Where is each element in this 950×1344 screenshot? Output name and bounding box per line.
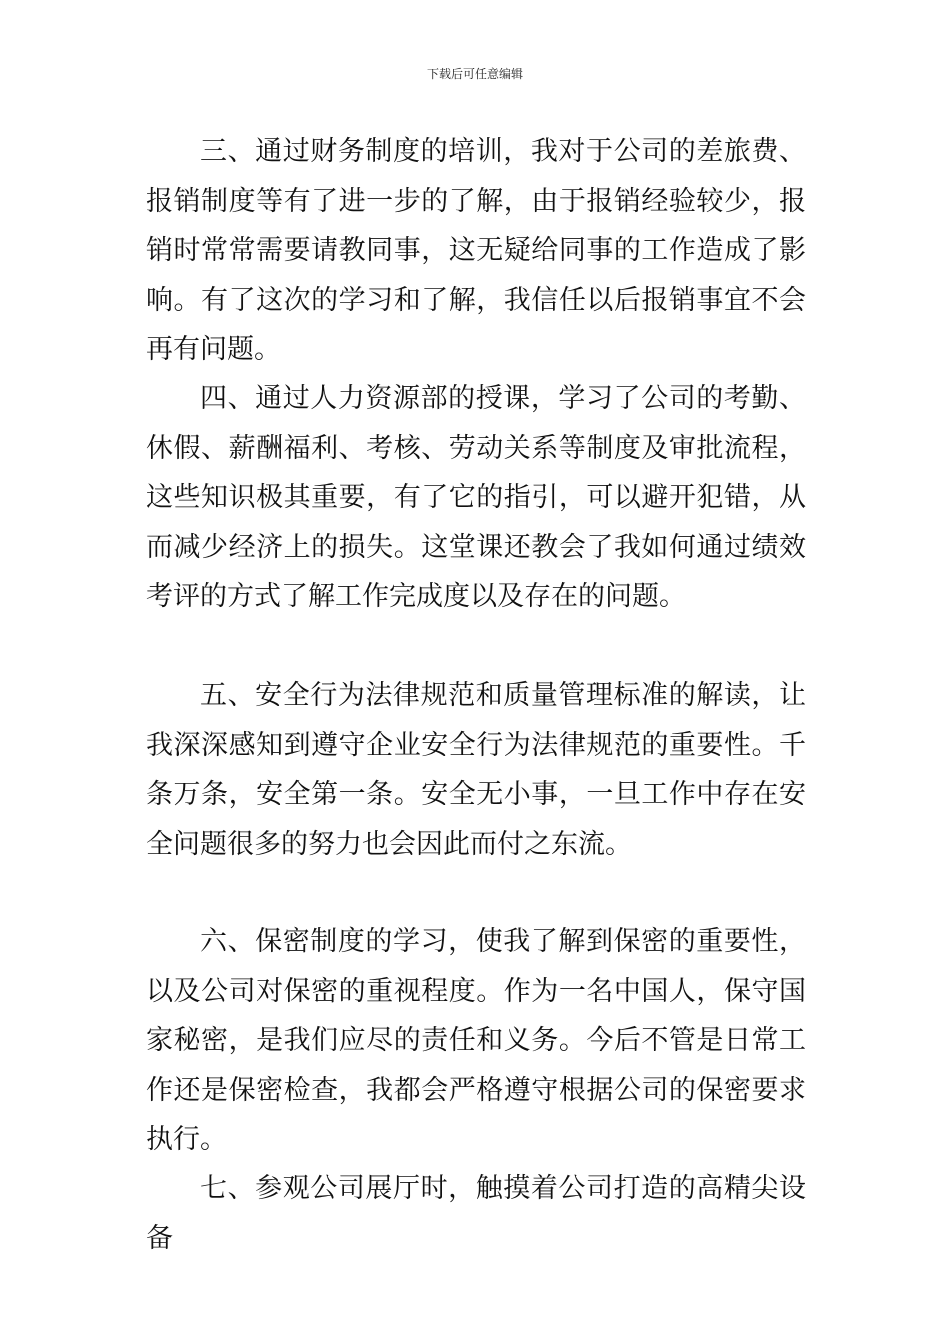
paragraph-confidentiality: 六、保密制度的学习，使我了解到保密的重要性，以及公司对保密的重视程度。作为一名中国人，保守国家秘密，是我们应尽的责任和义务。今后不管是日常工作还是保密检查，我都会严格遵守根据公司的保密要求执行。 bbox=[146, 926, 806, 1155]
paragraph-showroom-visit: 七、参观公司展厅时，触摸着公司打造的高精尖设备 bbox=[146, 1173, 806, 1254]
paragraph-safety-standards: 五、安全行为法律规范和质量管理标准的解读，让我深深感知到遵守企业安全行为法律规范的重要性。千条万条，安全第一条。安全无小事，一旦工作中存在安全问题很多的努力也会因此而付之东流。 bbox=[146, 680, 806, 860]
paragraph-hr-training: 四、通过人力资源部的授课，学习了公司的考勤、休假、薪酬福利、考核、劳动关系等制度及审批流程，这些知识极其重要，有了它的指引，可以避开犯错，从而减少经济上的损失。这堂课还教会了我如何通过绩效考评的方式了解工作完成度以及存在的问题。 bbox=[146, 383, 806, 612]
header-note: 下载后可任意编辑 bbox=[426, 67, 523, 81]
paragraph-finance-training: 三、通过财务制度的培训，我对于公司的差旅费、报销制度等有了进一步的了解，由于报销经验较少，报销时常常需要请教同事，这无疑给同事的工作造成了影响。有了这次的学习和了解，我信任以后报销事宜不会再有问题。 bbox=[146, 136, 806, 365]
